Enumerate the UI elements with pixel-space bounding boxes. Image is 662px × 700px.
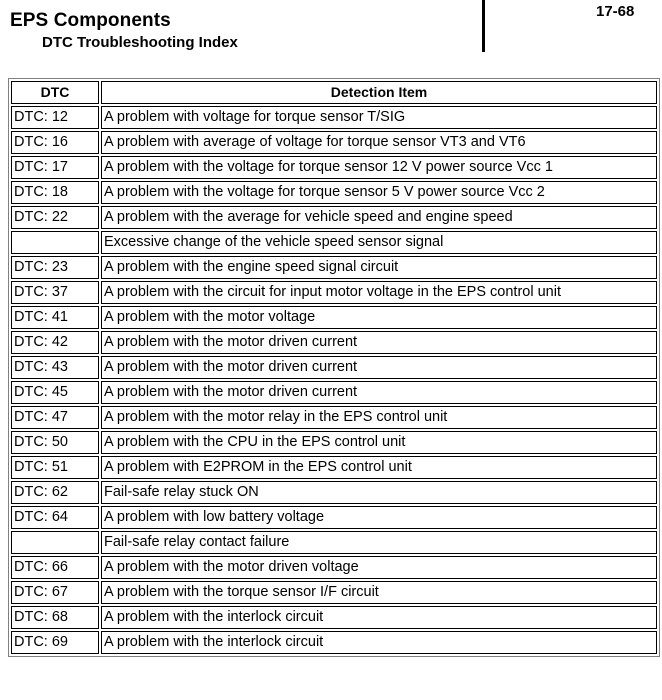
dtc-code-cell: DTC: 47	[11, 406, 99, 429]
dtc-code-cell: DTC: 50	[11, 431, 99, 454]
dtc-code-cell	[11, 531, 99, 554]
dtc-code-cell	[11, 231, 99, 254]
table-row	[11, 306, 657, 329]
detection-item-cell: A problem with the interlock circuit	[101, 631, 657, 654]
table-row	[11, 631, 657, 654]
detection-item-cell: A problem with the engine speed signal circuit	[101, 256, 657, 279]
header-divider	[482, 0, 485, 52]
dtc-code-cell: DTC: 22	[11, 206, 99, 229]
table-row	[11, 331, 657, 354]
detection-item-cell: Fail-safe relay contact failure	[101, 531, 657, 554]
detection-item-cell: A problem with the motor driven current	[101, 381, 657, 404]
detection-item-cell: A problem with the circuit for input motor voltage in the EPS control unit	[101, 281, 657, 304]
detection-item-cell: A problem with average of voltage for torque sensor VT3 and VT6	[101, 131, 657, 154]
dtc-code-cell: DTC: 51	[11, 456, 99, 479]
dtc-code-cell: DTC: 17	[11, 156, 99, 179]
table-row	[11, 256, 657, 279]
dtc-code-cell: DTC: 66	[11, 556, 99, 579]
column-header-detection-item: Detection Item	[101, 81, 657, 104]
detection-item-cell: A problem with voltage for torque sensor T/SIG	[101, 106, 657, 129]
table-row	[11, 531, 657, 554]
dtc-index-table-wrapper	[8, 78, 660, 657]
table-row	[11, 131, 657, 154]
dtc-code-cell: DTC: 16	[11, 131, 99, 154]
dtc-code-cell: DTC: 68	[11, 606, 99, 629]
dtc-code-cell: DTC: 23	[11, 256, 99, 279]
dtc-code-cell: DTC: 62	[11, 481, 99, 504]
detection-item-cell: A problem with the motor driven current	[101, 331, 657, 354]
table-row	[11, 206, 657, 229]
dtc-code-cell: DTC: 18	[11, 181, 99, 204]
table-row	[11, 606, 657, 629]
table-body	[11, 106, 657, 654]
table-row	[11, 456, 657, 479]
detection-item-cell: A problem with low battery voltage	[101, 506, 657, 529]
detection-item-cell: A problem with the torque sensor I/F circuit	[101, 581, 657, 604]
table-row	[11, 581, 657, 604]
column-header-dtc: DTC	[11, 81, 99, 104]
page-number: 17-68	[596, 3, 635, 20]
dtc-code-cell: DTC: 67	[11, 581, 99, 604]
detection-item-cell: A problem with the interlock circuit	[101, 606, 657, 629]
dtc-code-cell: DTC: 41	[11, 306, 99, 329]
table-header-row	[11, 81, 657, 104]
detection-item-cell: A problem with the motor driven current	[101, 356, 657, 379]
detection-item-cell: A problem with the motor voltage	[101, 306, 657, 329]
detection-item-cell: A problem with the voltage for torque sensor 5 V power source Vcc 2	[101, 181, 657, 204]
table-row	[11, 231, 657, 254]
dtc-code-cell: DTC: 42	[11, 331, 99, 354]
detection-item-cell: A problem with the average for vehicle speed and engine speed	[101, 206, 657, 229]
detection-item-cell: Fail-safe relay stuck ON	[101, 481, 657, 504]
page-title: EPS Components	[10, 10, 171, 31]
dtc-code-cell: DTC: 12	[11, 106, 99, 129]
detection-item-cell: A problem with the motor driven voltage	[101, 556, 657, 579]
dtc-code-cell: DTC: 69	[11, 631, 99, 654]
dtc-code-cell: DTC: 37	[11, 281, 99, 304]
table-row	[11, 481, 657, 504]
table-row	[11, 156, 657, 179]
table-row	[11, 356, 657, 379]
detection-item-cell: A problem with E2PROM in the EPS control unit	[101, 456, 657, 479]
table-row	[11, 406, 657, 429]
dtc-code-cell: DTC: 43	[11, 356, 99, 379]
page-subtitle: DTC Troubleshooting Index	[42, 34, 238, 51]
table-row	[11, 381, 657, 404]
dtc-index-table	[8, 78, 660, 657]
table-row	[11, 106, 657, 129]
dtc-code-cell: DTC: 45	[11, 381, 99, 404]
detection-item-cell: A problem with the motor relay in the EPS control unit	[101, 406, 657, 429]
detection-item-cell: A problem with the CPU in the EPS control unit	[101, 431, 657, 454]
detection-item-cell: A problem with the voltage for torque sensor 12 V power source Vcc 1	[101, 156, 657, 179]
detection-item-cell: Excessive change of the vehicle speed sensor signal	[101, 231, 657, 254]
table-row	[11, 281, 657, 304]
table-row	[11, 181, 657, 204]
dtc-code-cell: DTC: 64	[11, 506, 99, 529]
table-row	[11, 506, 657, 529]
table-row	[11, 556, 657, 579]
table-row	[11, 431, 657, 454]
